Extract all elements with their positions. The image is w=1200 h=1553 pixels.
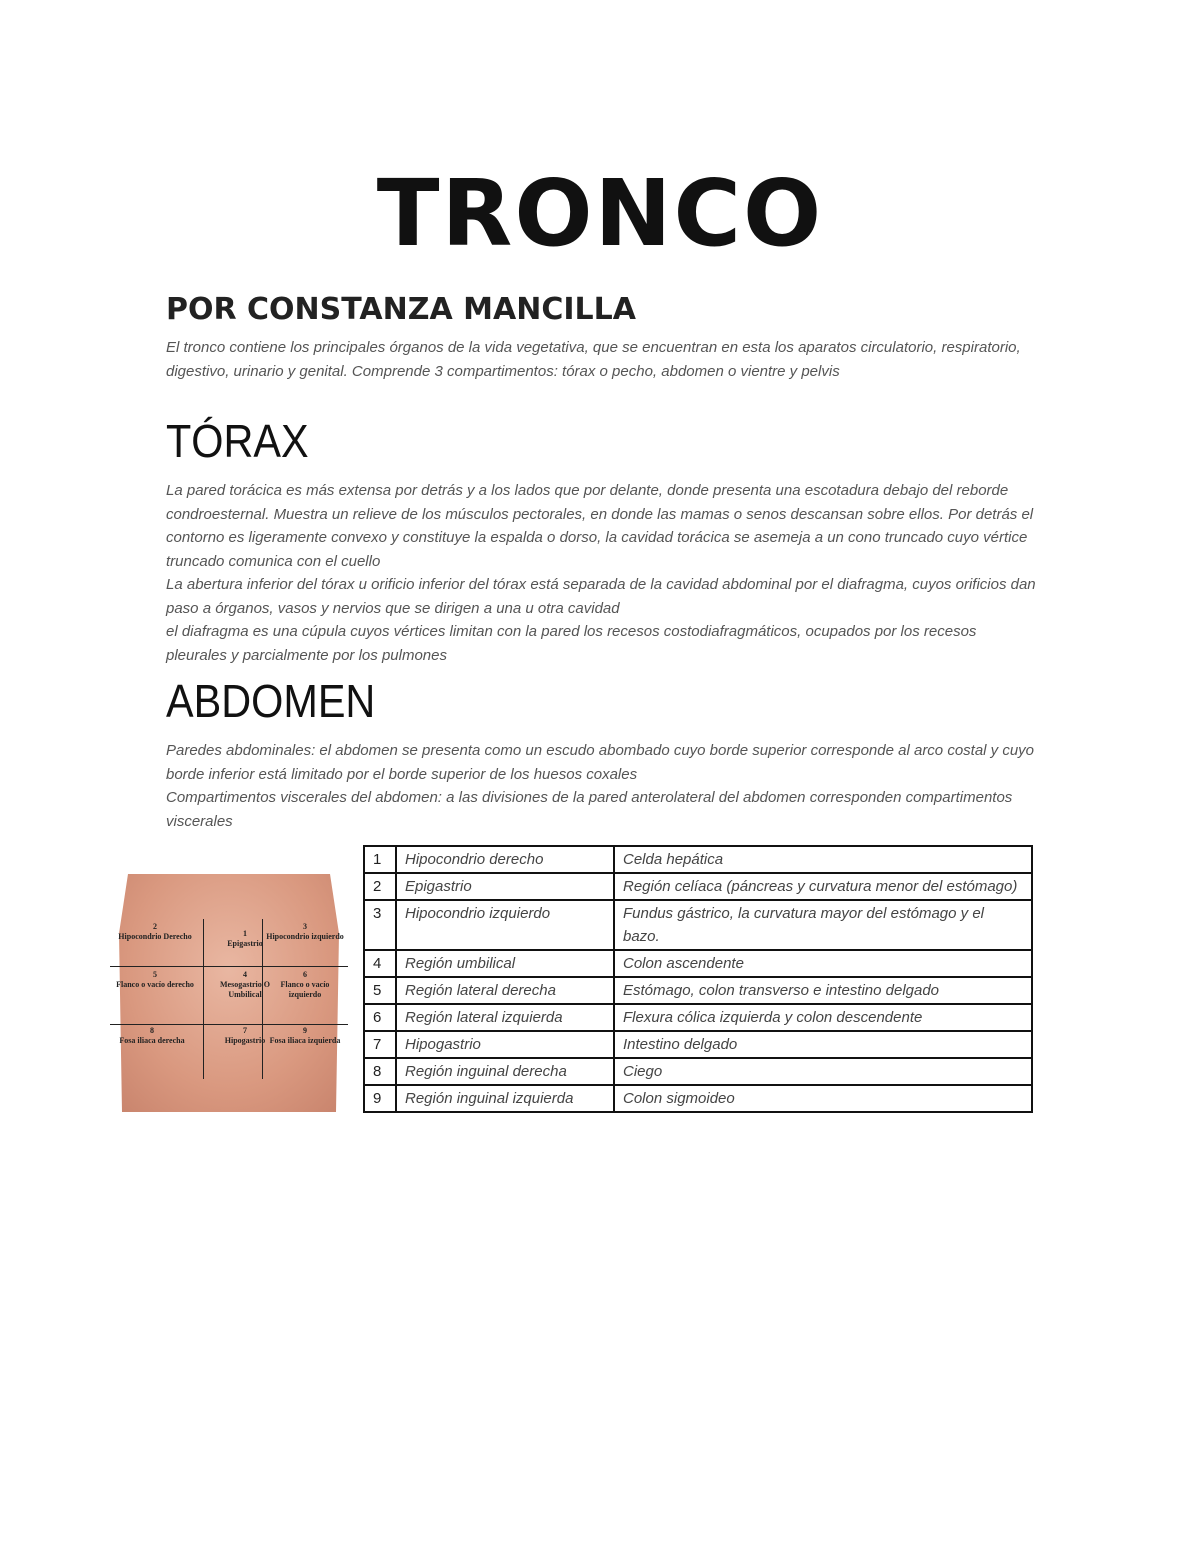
region-number-cell: 6 [364, 1004, 396, 1031]
region-name-cell: Hipocondrio izquierdo [396, 900, 614, 950]
figure-region-label [112, 1026, 192, 1046]
torax-paragraph: La abertura inferior del tórax u orificio inferior del tórax está separada de la cavidad abdominal por el diafragma, cuyos orificios dan paso a órganos, vasos y nervios que se dirigen a una u otra cavidad [166, 576, 1036, 617]
region-number-cell: 2 [364, 873, 396, 900]
region-name: Hipogastrio [224, 1036, 266, 1045]
region-name-cell: Epigastrio [396, 873, 614, 900]
region-number: 8 [150, 1026, 154, 1035]
organs-cell: Intestino delgado [614, 1031, 1032, 1058]
table-row [364, 950, 1032, 977]
table-row [364, 846, 1032, 873]
abdomen-heading: ABDOMEN [166, 675, 376, 727]
region-number: 3 [303, 922, 307, 931]
abdominal-regions-figure [110, 874, 348, 1112]
organs-cell: Colon sigmoideo [614, 1085, 1032, 1112]
region-name-cell: Hipogastrio [396, 1031, 614, 1058]
organs-cell: Flexura cólica izquierda y colon descendente [614, 1004, 1032, 1031]
region-number-cell: 4 [364, 950, 396, 977]
region-number-cell: 9 [364, 1085, 396, 1112]
figure-region-label [265, 922, 345, 942]
torax-paragraph: el diafragma es una cúpula cuyos vértices limitan con la pared los recesos costodiafragmáticos, ocupados por los recesos pleurales y parcialmente por los pulmones [166, 623, 977, 664]
table-row [364, 873, 1032, 900]
region-number-cell: 7 [364, 1031, 396, 1058]
abdomen-paragraph: Compartimentos viscerales del abdomen: a las divisiones de la pared anterolateral del abdomen corresponden compartimentos viscerales [166, 789, 1013, 830]
abdominal-regions-table [363, 845, 1033, 1113]
organs-cell: Celda hepática [614, 846, 1032, 873]
region-name: Flanco o vacío derecho [116, 980, 194, 989]
organs-cell: Fundus gástrico, la curvatura mayor del estómago y el bazo. [614, 900, 1032, 950]
region-name-cell: Hipocondrio derecho [396, 846, 614, 873]
table-row [364, 1058, 1032, 1085]
torax-heading: TÓRAX [166, 415, 309, 467]
region-name-cell: Región lateral derecha [396, 977, 614, 1004]
author-line: POR CONSTANZA MANCILLA [166, 292, 636, 327]
organs-cell: Región celíaca (páncreas y curvatura menor del estómago) [614, 873, 1032, 900]
figure-region-label [265, 1026, 345, 1046]
abdomen-paragraph: Paredes abdominales: el abdomen se presenta como un escudo abombado cuyo borde superior corresponde al arco costal y cuyo borde inferior está limitado por el borde superior de los huesos coxales [166, 742, 1035, 783]
table-row [364, 1004, 1032, 1031]
region-number: 6 [303, 970, 307, 979]
region-number: 1 [243, 929, 247, 938]
document-title: TRONCO [376, 160, 824, 267]
region-number: 7 [243, 1026, 247, 1035]
region-name: Fosa iliaca derecha [119, 1036, 185, 1045]
torax-body [166, 479, 1036, 667]
region-name: Flanco o vacío izquierdo [280, 980, 330, 999]
table-row [364, 1031, 1032, 1058]
region-name: Epigastrio [227, 939, 263, 948]
region-name-cell: Región umbilical [396, 950, 614, 977]
region-number: 5 [153, 970, 157, 979]
region-number: 4 [243, 970, 247, 979]
region-number-cell: 8 [364, 1058, 396, 1085]
region-number: 2 [153, 922, 157, 931]
figure-region-label [115, 922, 195, 942]
figure-region-label [265, 970, 345, 1000]
region-name: Mesogastrio O Umbilical [220, 980, 270, 999]
table-row [364, 900, 1032, 950]
region-name: Hipocondrio izquierdo [266, 932, 344, 941]
organs-cell: Ciego [614, 1058, 1032, 1085]
region-number-cell: 3 [364, 900, 396, 950]
figure-region-label [115, 970, 195, 990]
region-name: Hipocondrio Derecho [118, 932, 192, 941]
region-name-cell: Región lateral izquierda [396, 1004, 614, 1031]
table-row [364, 977, 1032, 1004]
region-name: Fosa iliaca izquierda [269, 1036, 341, 1045]
organs-cell: Estómago, colon transverso e intestino delgado [614, 977, 1032, 1004]
torax-paragraph: La pared torácica es más extensa por detrás y a los lados que por delante, donde presenta una escotadura debajo del reborde condroesternal. Muestra un relieve de los músculos pectorales, en donde las mamas o senos descansan sobre ellos. Por detrás el contorno es ligeramente convexo y constituye la espalda o dorso, la cavidad torácica se asemeja a un cono truncado cuyo vértice truncado comunica con el cuello [166, 482, 1034, 570]
organs-cell: Colon ascendente [614, 950, 1032, 977]
region-number-cell: 1 [364, 846, 396, 873]
region-name-cell: Región inguinal derecha [396, 1058, 614, 1085]
table-row [364, 1085, 1032, 1112]
intro-paragraph: El tronco contiene los principales órganos de la vida vegetativa, que se encuentran en esta los aparatos circulatorio, respiratorio, digestivo, urinario y genital. Comprende 3 compartimentos: tórax o pecho, abdomen o vientre y pelvis [166, 339, 1021, 380]
abdomen-body [166, 739, 1036, 833]
region-number: 9 [303, 1026, 307, 1035]
region-number-cell: 5 [364, 977, 396, 1004]
region-name-cell: Región inguinal izquierda [396, 1085, 614, 1112]
